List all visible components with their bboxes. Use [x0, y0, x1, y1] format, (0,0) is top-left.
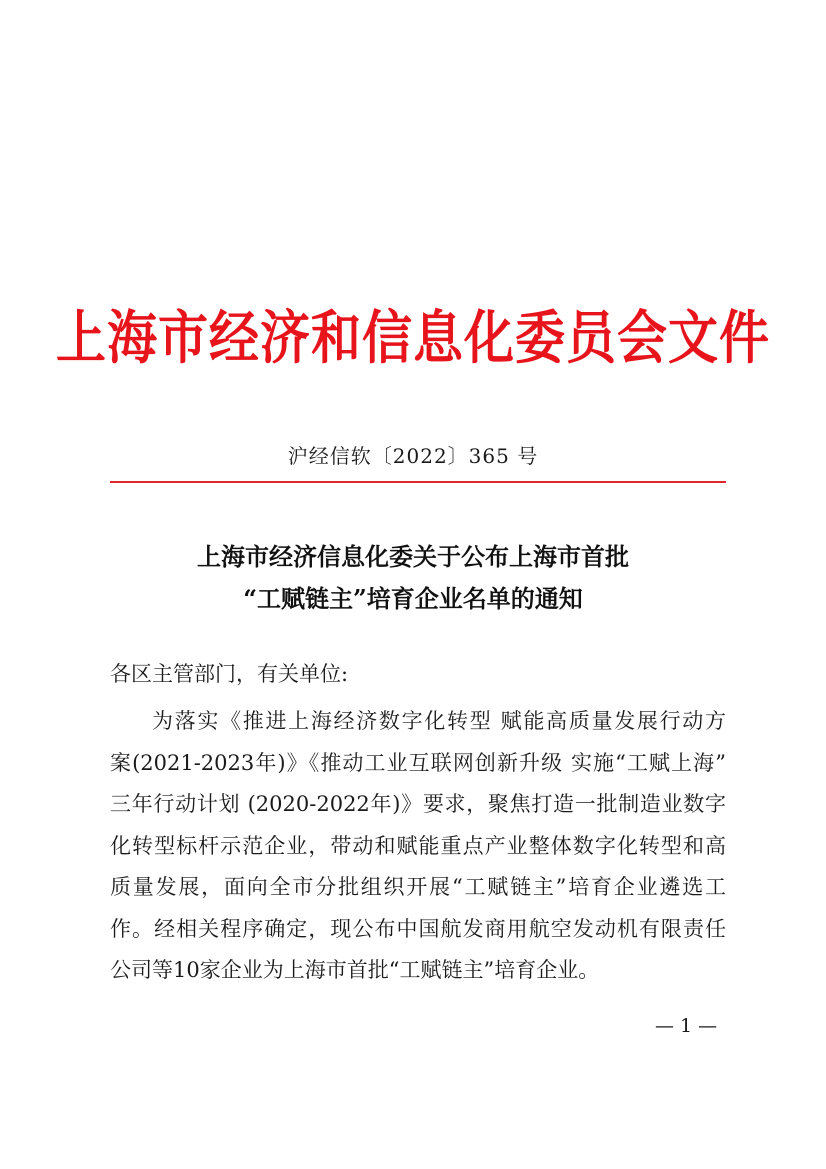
notice-title-line-1: 上海市经济信息化委关于公布上海市首批 [197, 542, 629, 571]
body-line: 公司等10家企业为上海市首批“工赋链主”培育企业。 [110, 958, 600, 982]
body-line: 作。经相关程序确定，现公布中国航发商用航空发动机有限责任 [110, 916, 726, 941]
body-line: 为落实《推进上海经济数字化转型 赋能高质量发展行动方 [152, 709, 726, 733]
body-paragraph [110, 701, 726, 992]
notice-title-line-2: “工赋链主”培育企业名单的通知 [243, 584, 583, 613]
body-line: 案(2021-2023年)》《推动工业互联网创新升级 实施“工赋上海” [110, 750, 726, 775]
document-number: 沪经信软〔2022〕365 号 [287, 444, 539, 468]
body-line: 化转型标杆示范企业，带动和赋能重点产业整体数字化转型和高 [110, 833, 726, 858]
red-separator-line [110, 481, 726, 483]
page-number: — 1 — [655, 1015, 718, 1037]
salutation: 各区主管部门，有关单位: [110, 662, 349, 686]
body-line: 三年行动计划 (2020-2022年)》要求，聚焦打造一批制造业数字 [110, 792, 726, 816]
body-line: 质量发展，面向全市分批组织开展“工赋链主”培育企业遴选工 [110, 875, 726, 899]
notice-title [0, 536, 826, 620]
masthead-title: 上海市经济和信息化委员会文件 [56, 303, 770, 372]
